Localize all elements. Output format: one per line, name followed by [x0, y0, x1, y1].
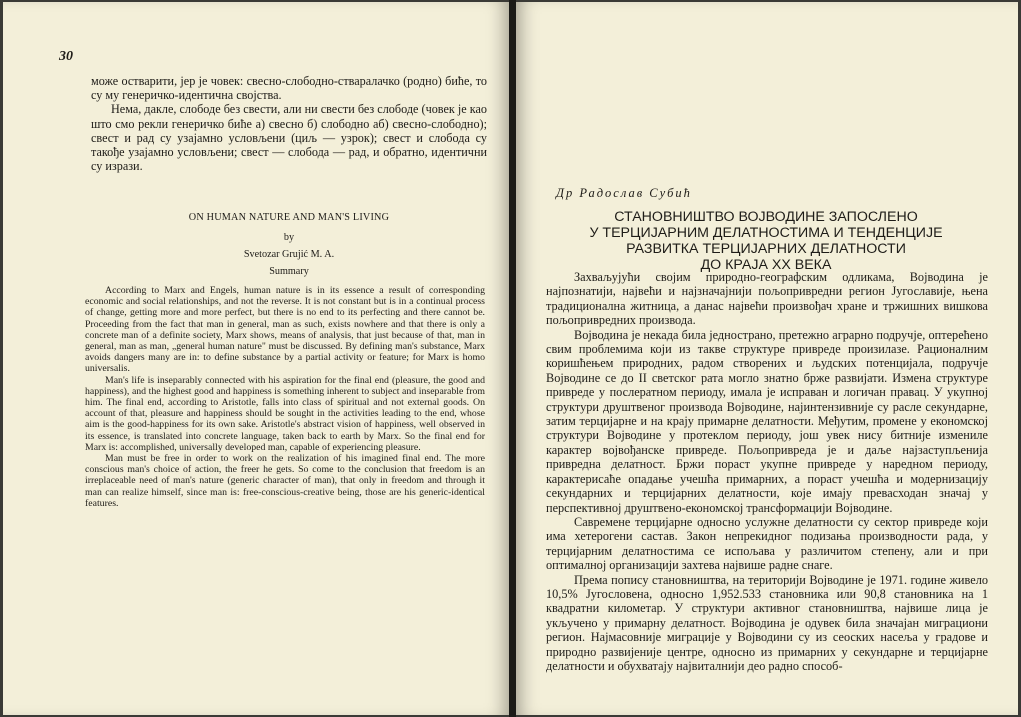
continuation-text	[91, 74, 487, 173]
book-gutter	[509, 0, 516, 717]
right-page	[516, 2, 1018, 715]
article-paragraph-4: Према попису становништва, на територији Војводине је 1971. године живело 10,5% Југословена, односно 1,952.533 становника или 90,8 становника на 1 квадратни километар. У структури активног становништва, највише лица је укључено у примарну делатност. Војводина је одувек била значајан миграциони регион. Најмасовније миграције у Војводини су из сеоских насеља у градове и природно развијеније центре, односно из примарних у секундарне и терцијарне делатности и обухватају највиталнији део радно способ-	[546, 572, 988, 673]
continuation-paragraph-2: Нема, дакле, слободе без свести, али ни свести без слободе (човек је као што смо рекли генеричко биће а) свесно б) слободно аб) свесно-слободно); свест и рад су узајамно условљени (циљ — узрок); свест и слобода су такође узајамно условљени; свест — слобода — рад, и обратно, идентични су изрази.	[91, 102, 487, 174]
summary-heading: Summary	[269, 266, 309, 277]
left-page	[3, 2, 509, 715]
continuation-paragraph-1: може остварити, јер је човек: свесно-слободно-стваралачко (родно) биће, то су му генеричко-идентична својства.	[91, 74, 487, 103]
article-title-line-2: У ТЕРЦИЈАРНИМ ДЕЛАТНОСТИМА И ТЕНДЕНЦИЈЕ	[589, 225, 943, 241]
article-title	[546, 209, 986, 273]
article-paragraph-2: Војводина је некада била једнострано, претежно аграрно подручје, оптерећено свим проблемима који из такве структуре привреде произилазе. Рационалним коришћењем природних, радом створених и људских потенцијала, подручје Војводине се до II светског рата могло знатно брже развијати. Измена структуре привреде у послератном периоду, имала је исправан и логичан правац. У укупној структури друштвеног производа Војводине, најинтензивније су расле секундарне, затим терцијарне и на крају примарне делатности. Међутим, промене у економској структури Војводине у протеклом периоду, још увек нису битније измениле карактер војвођанске привреде. Пољопривреда је и даље најзаступљенија привредна делатност. Бржи пораст укупне привреде у наредном периоду, карактерисаће опадање учешћа примарних, а пораст учешћа и модернизацију секундарних и терцијарних делатности, које имају превасходан значај у перспективној друштвено-економској трансформацији Војводине.	[546, 327, 988, 515]
summary-title: ON HUMAN NATURE AND MAN'S LIVING	[188, 212, 390, 223]
article-body	[546, 270, 988, 673]
article-title-line-3: РАЗВИТКА ТЕРЦИЈАРНИХ ДЕЛАТНОСТИ	[626, 241, 906, 257]
summary-paragraph-3: Man must be free in order to work on the realization of his imagined final end. The more conscious man's choice of action, the freer he gets. So come to the conclusion that freedom is an irreplaceable need of man's nature (generic character of man), that only in freedom and through it man can realize himself, since man is: free-conscious-creative being, those are his generic-identical features.	[85, 453, 485, 509]
article-paragraph-1: Захваљујући својим природно-географским одликама, Војводина је најпознатији, највећи и најзначајнији пољопривредни регион Југославије, њена традиционална житница, а данас највећи произвођач хране и тржишних вишкова пољопривредних производа.	[546, 270, 988, 328]
article-author: Др Радослав Субић	[556, 186, 692, 200]
summary-body	[85, 285, 485, 509]
summary-paragraph-1: According to Marx and Engels, human nature is in its essence a result of corresponding economic and social relationships, and not the reverse. It is not constant but is in a continual process of change, getting more and more perfect, but there is no end to its perfecting and there cannot be. Proceeding from the fact that man in general, man as such, exists nowhere and that there is only a concrete man of a definite society, Marx shows, means of analysis, that just because of that, man in general, man as man, „general human nature" must be discussed. By defining man's substance, Marx avoids dangers many are in: to define substance by a partial activity or feature; for Marx is homo universalis.	[85, 285, 485, 375]
article-title-line-1: СТАНОВНИШТВО ВОЈВОДИНЕ ЗАПОСЛЕНО	[614, 209, 918, 225]
article-title-line-4: ДО КРАЈА XX ВЕКА	[700, 257, 832, 273]
page-number: 30	[59, 49, 73, 64]
summary-by: by	[283, 232, 295, 243]
summary-author: Svetozar Grujić M. A.	[243, 249, 335, 260]
article-paragraph-3: Савремене терцијарне односно услужне делатности су сектор привреде који има хетерогени састав. Закон непрекидног подизања производности рада, у терцијарним делатностима се испољава у различитом степену, али и при оптималној организацији захтева највише радне снаге.	[546, 514, 988, 573]
summary-paragraph-2: Man's life is inseparably connected with his aspiration for the final end (pleasure, the good and happiness), and the highest good and happiness is something inherent to subject and inseparable from him. The final end, according to Aristotle, falls into class of spiritual and not external goods. On account of that, pleasure and happiness should be sought in the activities leading to the end, whose aim is the good-happiness for its own sake. Aristotle's abstract vision of happiness, well observed in its essence, is translated into concrete language, taken back to earth by Marx. So the final end for Marx is: accomplished, universally developed man, capable of experiencing pleasure.	[85, 374, 485, 453]
